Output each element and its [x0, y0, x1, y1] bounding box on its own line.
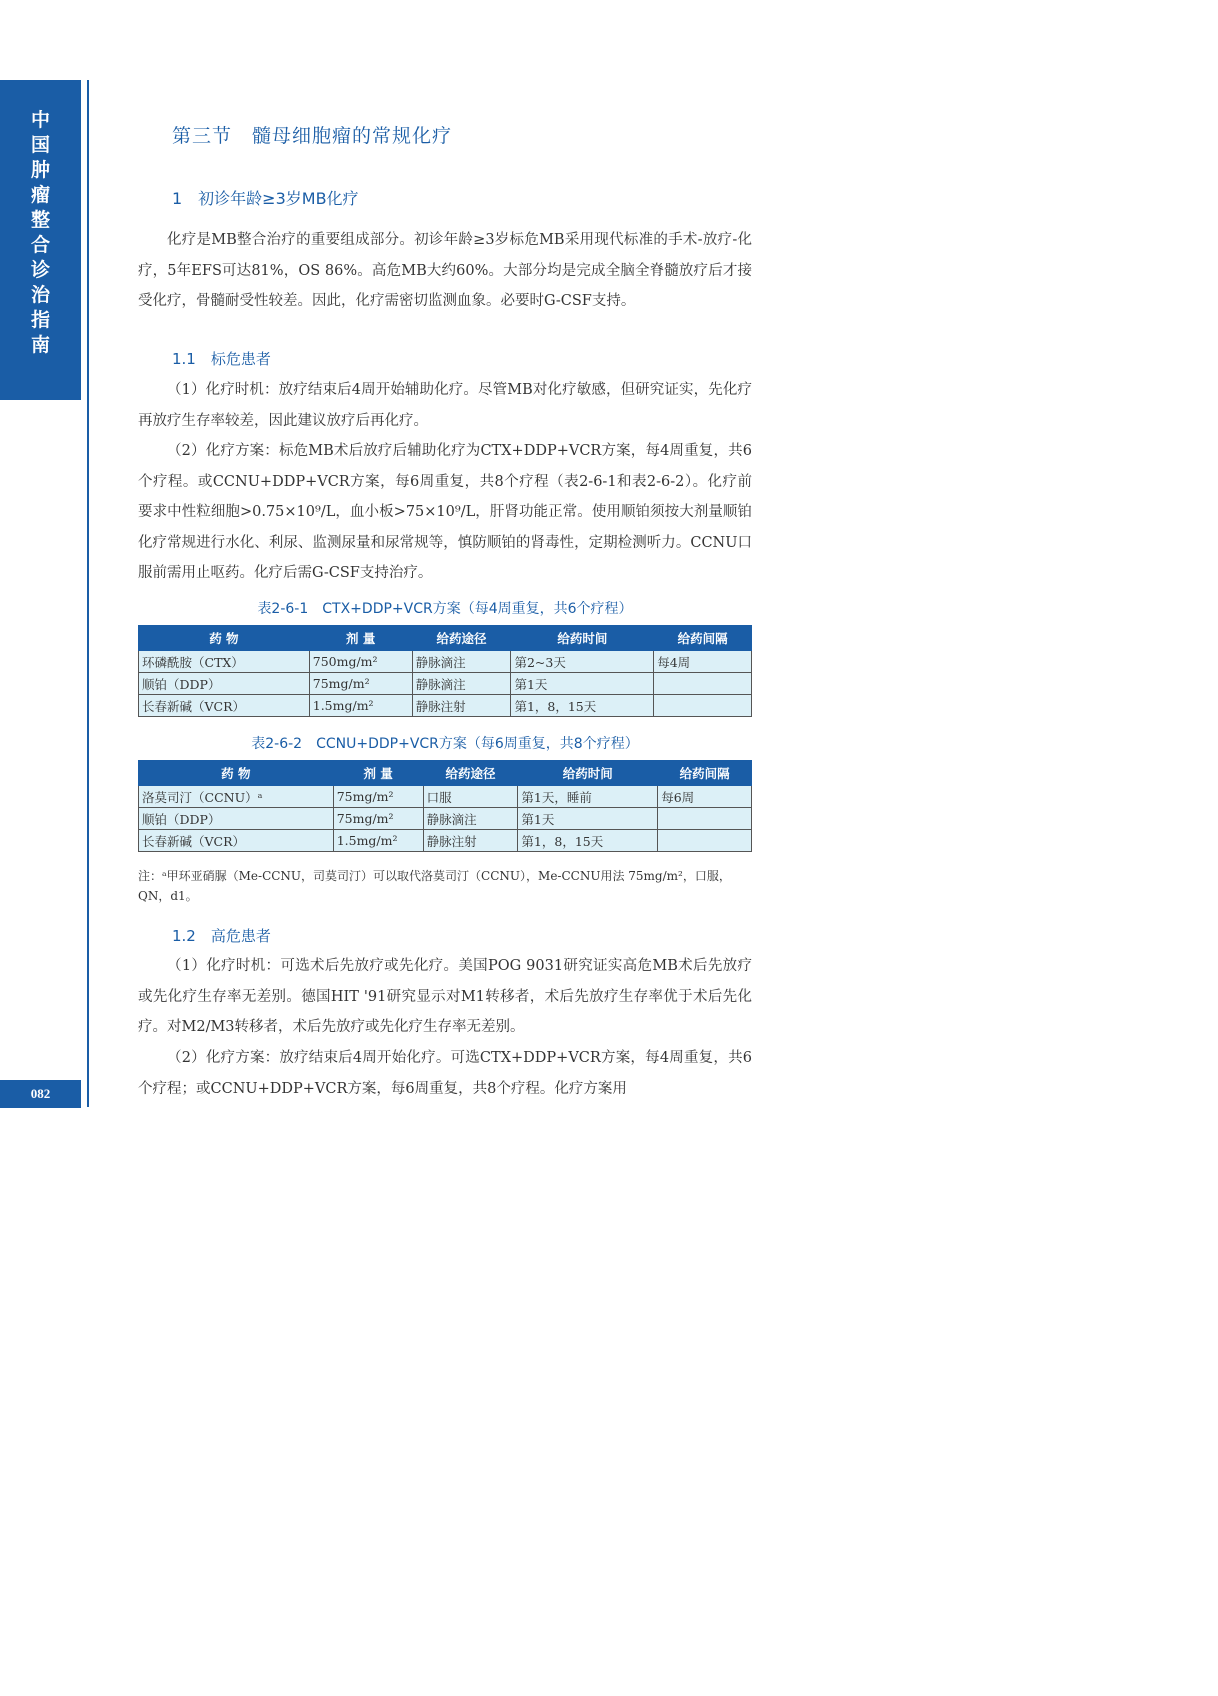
table-cell: 长春新碱（VCR）	[139, 695, 310, 717]
section-title: 第三节 髓母细胞瘤的常规化疗	[172, 125, 453, 147]
column-header: 给药时间	[511, 626, 654, 651]
table-cell: 75mg/m²	[333, 786, 423, 808]
table-row	[139, 786, 752, 808]
title-char: 南	[30, 334, 50, 356]
title-char: 合	[30, 234, 50, 256]
table-cell	[658, 808, 752, 830]
table-cell: 第1，8，15天	[518, 830, 658, 852]
column-header: 药 物	[139, 626, 310, 651]
table-cell	[658, 830, 752, 852]
paragraph-1-1-regimen: （2）化疗方案：标危MB术后放疗后辅助化疗为CTX+DDP+VCR方案，每4周重复，共6个疗程。或CCNU+DDP+VCR方案，每6周重复，共8个疗程（表2-6-1和表2-6-2）。化疗前要求中性粒细胞>0.75×10⁹/L，血小板>75×10⁹/L，肝肾功能正常。使用顺铂须按大剂量顺铂化疗常规进行水化、利尿、监测尿量和尿常规等，慎防顺铂的肾毒性，定期检测听力。CCNU口服前需用止呕药。化疗后需G-CSF支持治疗。	[138, 443, 752, 581]
title-char: 治	[30, 284, 50, 306]
table-cell: 口服	[423, 786, 518, 808]
table-cell: 环磷酰胺（CTX）	[139, 651, 310, 673]
title-char: 指	[30, 309, 50, 331]
page-number: 082	[0, 1080, 81, 1108]
column-header: 给药时间	[518, 761, 658, 786]
table-cell: 第1天	[518, 808, 658, 830]
table2-note: 注：ᵃ甲环亚硝脲（Me-CCNU，司莫司汀）可以取代洛莫司汀（CCNU），Me-CCNU用法 75mg/m²，口服，QN，d1。	[138, 869, 731, 903]
table-row	[139, 673, 752, 695]
paragraph-1-1-timing: （1）化疗时机：放疗结束后4周开始辅助化疗。尽管MB对化疗敏感，但研究证实，先化疗再放疗生存率较差，因此建议放疗后再化疗。	[138, 382, 752, 429]
table2	[138, 760, 752, 852]
title-char: 中	[30, 109, 50, 131]
table-row	[139, 830, 752, 852]
table-cell: 1.5mg/m²	[333, 830, 423, 852]
table-cell: 1.5mg/m²	[309, 695, 412, 717]
paragraph-1-2-timing: （1）化疗时机：可选术后先放疗或先化疗。美国POG 9031研究证实高危MB术后先放疗或先化疗生存率无差别。德国HIT '91研究显示对M1转移者，术后先放疗生存率优于术后先化疗。对M2/M3转移者，术后先放疗或先化疗生存率无差别。	[138, 958, 752, 1035]
margin-rule	[87, 80, 89, 1107]
table-cell: 静脉滴注	[423, 808, 518, 830]
table-cell: 第1天	[511, 673, 654, 695]
title-char: 国	[30, 134, 50, 156]
table-cell: 每6周	[658, 786, 752, 808]
title-char: 整	[30, 209, 50, 231]
table-cell: 洛莫司汀（CCNU）ᵃ	[139, 786, 334, 808]
table-cell: 顺铂（DDP）	[139, 673, 310, 695]
table-cell: 静脉滴注	[412, 673, 511, 695]
table-cell: 75mg/m²	[333, 808, 423, 830]
table-row	[139, 695, 752, 717]
title-char: 瘤	[30, 184, 50, 206]
table-cell: 顺铂（DDP）	[139, 808, 334, 830]
heading-1-2: 1.2 高危患者	[172, 927, 271, 945]
table-row	[139, 808, 752, 830]
heading-1-1: 1.1 标危患者	[172, 350, 271, 368]
column-header: 给药途径	[412, 626, 511, 651]
table-cell: 75mg/m²	[309, 673, 412, 695]
table-cell: 静脉注射	[423, 830, 518, 852]
table-cell: 长春新碱（VCR）	[139, 830, 334, 852]
table-cell: 静脉注射	[412, 695, 511, 717]
column-header: 给药途径	[423, 761, 518, 786]
table1-caption: 表2-6-1 CTX+DDP+VCR方案（每4周重复，共6个疗程）	[257, 601, 633, 617]
column-header: 剂 量	[333, 761, 423, 786]
table-cell: 第1天，睡前	[518, 786, 658, 808]
table-cell: 静脉滴注	[412, 651, 511, 673]
intro-paragraph: 化疗是MB整合治疗的重要组成部分。初诊年龄≥3岁标危MB采用现代标准的手术-放疗-化疗，5年EFS可达81%，OS 86%。高危MB大约60%。大部分均是完成全脑全脊髓放疗后才接受化疗，骨髓耐受性较差。因此，化疗需密切监测血象。必要时G-CSF支持。	[138, 232, 752, 309]
column-header: 给药间隔	[654, 626, 752, 651]
column-header: 剂 量	[309, 626, 412, 651]
column-header: 药 物	[139, 761, 334, 786]
table-cell: 每4周	[654, 651, 752, 673]
title-char: 肿	[30, 159, 50, 181]
table-cell: 第2~3天	[511, 651, 654, 673]
column-header: 给药间隔	[658, 761, 752, 786]
table-cell: 750mg/m²	[309, 651, 412, 673]
table2-caption: 表2-6-2 CCNU+DDP+VCR方案（每6周重复，共8个疗程）	[251, 736, 639, 752]
title-char: 诊	[30, 259, 50, 281]
table-cell	[654, 695, 752, 717]
table-cell: 第1，8，15天	[511, 695, 654, 717]
table1	[138, 625, 752, 717]
paragraph-1-2-regimen: （2）化疗方案：放疗结束后4周开始化疗。可选CTX+DDP+VCR方案，每4周重复，共6个疗程；或CCNU+DDP+VCR方案，每6周重复，共8个疗程。化疗方案用	[138, 1050, 752, 1097]
table-row	[139, 651, 752, 673]
subsection-heading: 1 初诊年龄≥3岁MB化疗	[172, 189, 359, 208]
table-cell	[654, 673, 752, 695]
book-title-vertical	[0, 108, 81, 358]
